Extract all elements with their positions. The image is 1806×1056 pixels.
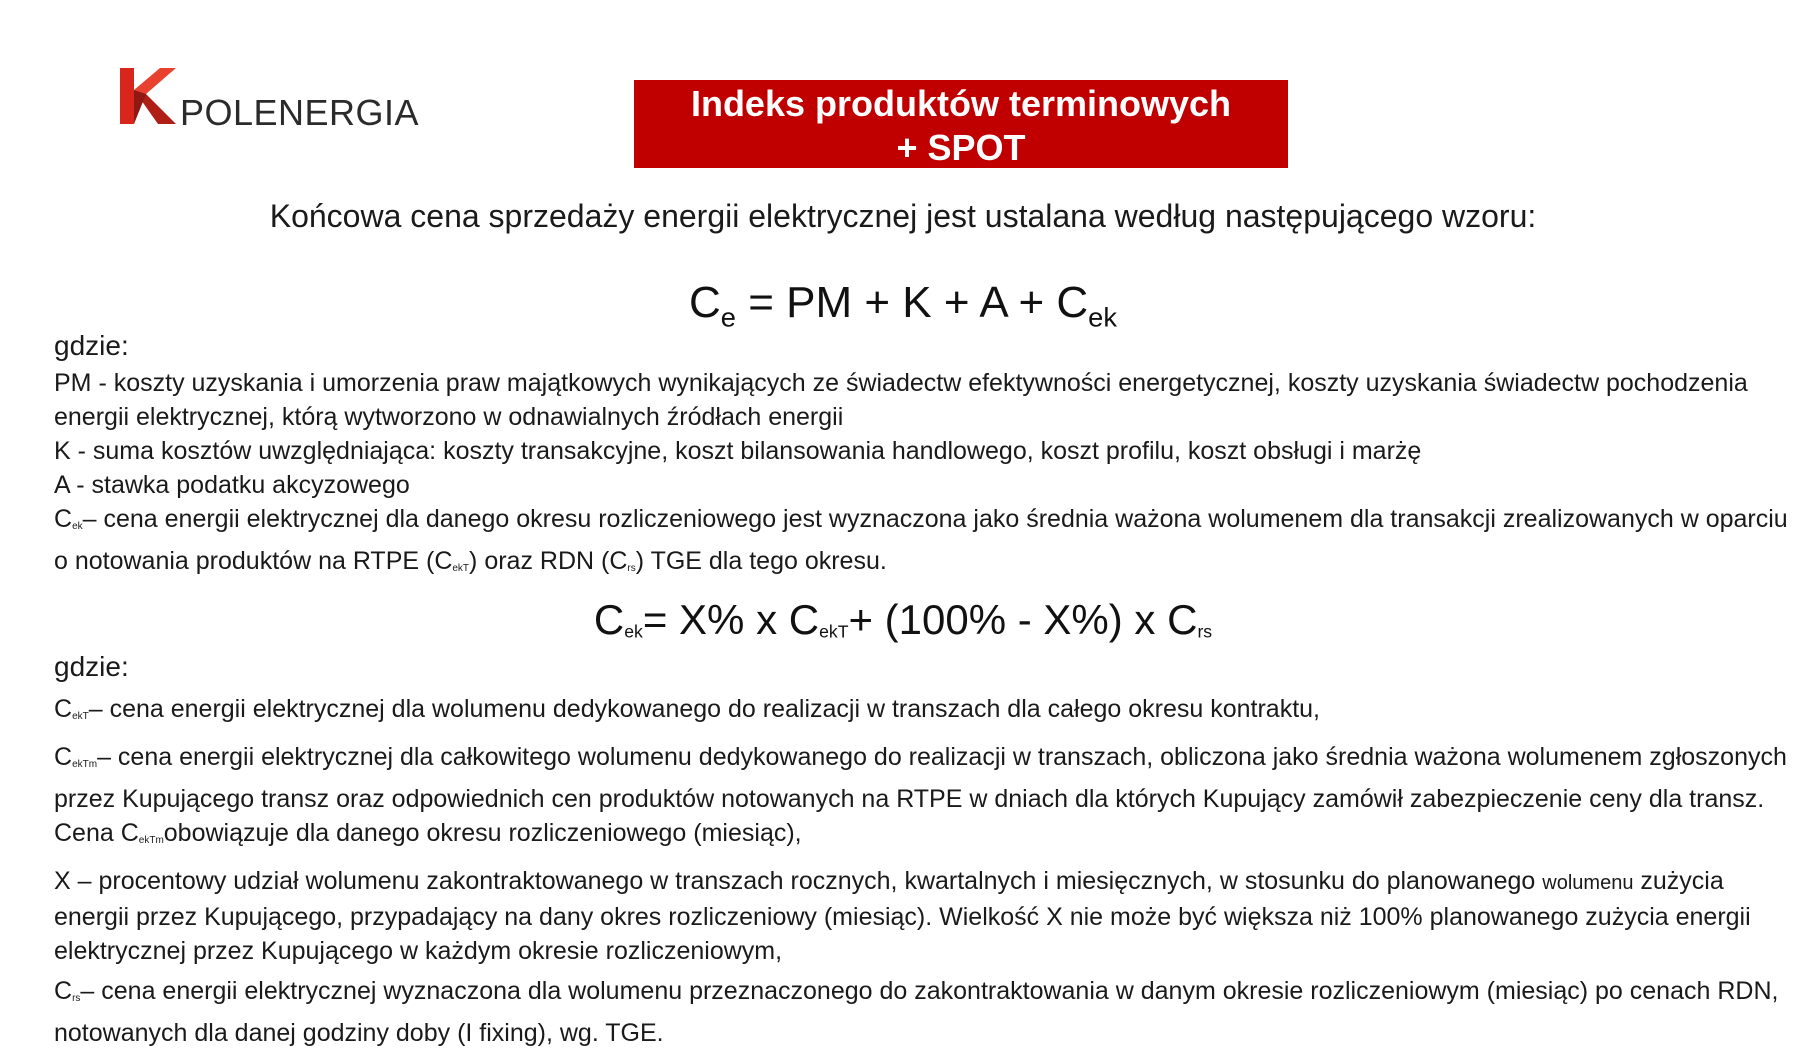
formula-ce-symbol: C [689, 278, 721, 327]
definitions-block-1 [54, 366, 1794, 586]
def-crs-text: – cena energii elektrycznej wyznaczona dla wolumenu przeznaczonego do zakontraktowania w danym okresie rozliczeniowym (miesiąc) po cenach RDN, notowanych dla danej godziny doby (I fixing), wg. TGE. [54, 977, 1779, 1047]
formula2-cek-subscript: ek [624, 621, 643, 642]
title-banner [634, 80, 1288, 168]
def-cektm-text-b: obowiązuje dla danego okresu rozliczeniowego (miesiąc), [163, 819, 802, 847]
def-cekt-symbol: C [54, 695, 73, 723]
definition-cektm [54, 740, 1794, 858]
def-cektm-text-a: – cena energii elektrycznej dla całkowitego wolumenu dedykowanego do realizacji w transzach, obliczona jako średnia ważona wolumenem zgłoszonych przez Kupującego transz oraz odpowiednich cen produktów notowanych na RTPE w dniach dla których Kupujący zamówił zabezpieczenie ceny dla transz. Cena [54, 743, 1787, 847]
formula-cek-symbol: C [1056, 278, 1089, 327]
def-cektm-symbol: C [54, 743, 73, 771]
formula2-term-1: = X% x [642, 596, 789, 643]
def-crs-symbol: C [54, 977, 73, 1005]
definition-k: K - suma kosztów uwzględniająca: koszty transakcyjne, koszt bilansowania handlowego, koszt profilu, koszt obsługi i marżę [54, 437, 1422, 465]
def-crs-subscript: rs [72, 993, 81, 1004]
cek-text-b: ) oraz RDN ( [469, 547, 610, 575]
definitions-block-2 [54, 692, 1794, 1056]
cekt-symbol: C [434, 547, 453, 575]
crs-symbol: C [609, 547, 628, 575]
where-label-2: gdzie: [54, 651, 129, 682]
def-cektm-subscript: ekTm [72, 759, 98, 770]
formula2-crs-symbol: C [1167, 596, 1198, 643]
definition-cekt [54, 692, 1794, 734]
def-x-small-word: wolumenu [1542, 872, 1634, 894]
def-cekt-subscript: ekT [72, 711, 89, 722]
logo-text: POLENERGIA [180, 92, 420, 133]
formula2-cekt-subscript: ekT [819, 621, 849, 642]
cek-subscript: ek [72, 521, 83, 532]
definition-x [54, 864, 1794, 968]
definition-crs [54, 974, 1794, 1050]
formula-cek [0, 596, 1806, 644]
definition-a: A - stawka podatku akcyzowego [54, 471, 410, 499]
def-x-text-b: zużycia energii przez Kupującego, przypadający na dany okres rozliczeniowy (miesiąc). Wielkość X nie może być większa niż 100% planowanego zużycia energii elektrycznej przez Kupującego w każdym okresie rozliczeniowym, [54, 867, 1751, 965]
cekt-subscript: ekT [452, 563, 470, 574]
definition-pm: PM - koszty uzyskania i umorzenia praw majątkowych wynikających ze świadectw efektywności energetycznej, koszty uzyskania świadectw pochodzenia energii elektrycznej, którą wytworzono w odnawialnych źródłach energii [54, 369, 1748, 431]
def-cektm-inline-subscript: ekTm [138, 835, 164, 846]
crs-subscript: rs [627, 563, 636, 574]
polenergia-logo [120, 68, 420, 133]
formula2-cekt-symbol: C [788, 596, 820, 643]
title-line-2: + SPOT [896, 127, 1026, 168]
cek-text-a: – cena energii elektrycznej dla danego okresu rozliczeniowego jest wyznaczona jako średnia ważona wolumenem dla transakcji zrealizowanych w oparciu o notowania produktów na RTPE ( [54, 505, 1788, 575]
definition-cek [54, 502, 1794, 586]
formula2-cek-symbol: C [593, 596, 625, 643]
def-cektm-inline-symbol: C [120, 819, 139, 847]
formula-ce [0, 278, 1806, 334]
formula2-term-2: + (100% - X%) x [848, 596, 1168, 643]
formula-ce-subscript: e [720, 301, 736, 333]
def-x-text-a: X – procentowy udział wolumenu zakontraktowanego w transzach rocznych, kwartalnych i miesięcznych, w stosunku do planowanego [54, 867, 1543, 895]
title-line-1: Indeks produktów terminowych [690, 83, 1232, 124]
cek-symbol: C [54, 505, 73, 533]
intro-text: Końcowa cena sprzedaży energii elektrycznej jest ustalana według następującego wzoru: [269, 198, 1537, 234]
cek-text-c: ) TGE dla tego okresu. [635, 547, 887, 575]
def-cekt-text: – cena energii elektrycznej dla wolumenu dedykowanego do realizacji w transzach dla całego okresu kontraktu, [88, 695, 1320, 723]
where-label-1: gdzie: [54, 330, 129, 361]
formula-cek-subscript: ek [1088, 301, 1117, 333]
polenergia-logo-icon [120, 68, 176, 126]
formula2-crs-subscript: rs [1197, 621, 1213, 642]
formula-ce-terms: = PM + K + A + [735, 278, 1057, 327]
